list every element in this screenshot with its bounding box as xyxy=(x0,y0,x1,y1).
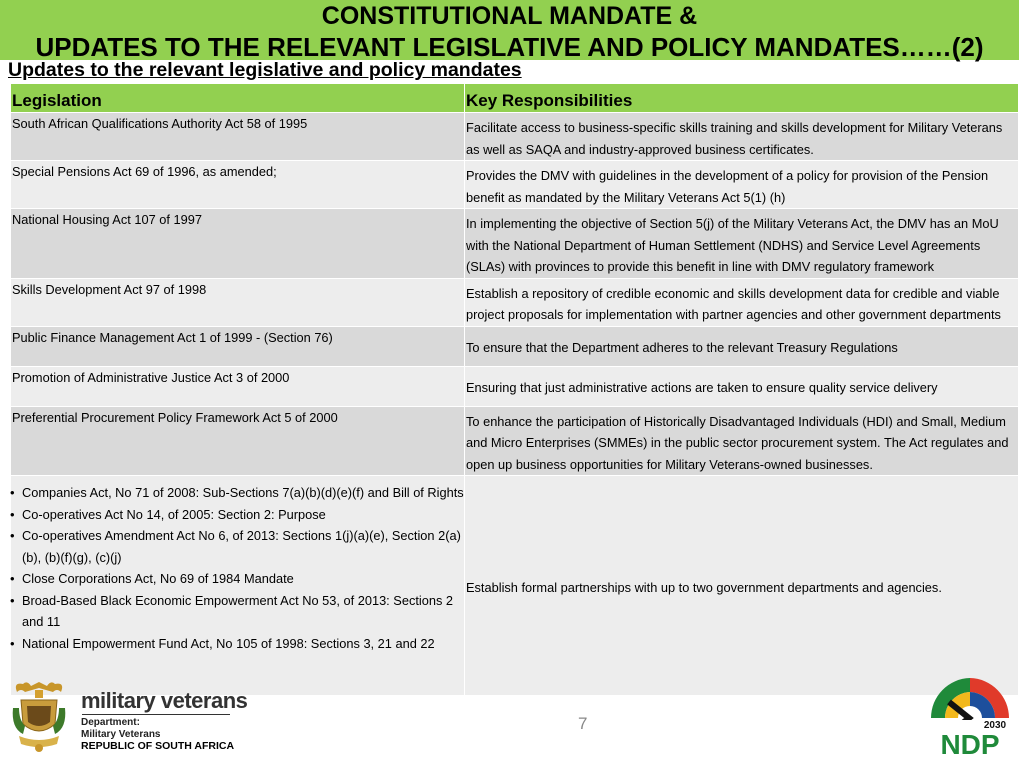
responsibility-cell: Facilitate access to business-specific skills training and skills development for Military Veterans as well as SAQA and industry-approved business certificates. xyxy=(465,113,1019,161)
responsibility-cell: Establish formal partnerships with up to two government departments and agencies. xyxy=(465,476,1019,696)
table-header-row xyxy=(11,84,1019,113)
ndp-year: 2030 xyxy=(983,720,1007,731)
coat-of-arms-icon xyxy=(9,678,69,756)
list-item: • Co-operatives Amendment Act No 6, of 2013: Sections 1(j)(a)(e), Section 2(a)(b), (b)(f)(g), (c)(j) xyxy=(12,525,464,568)
list-item: • Close Corporations Act, No 69 of 1984 Mandate xyxy=(12,568,464,590)
legislation-cell: Special Pensions Act 69 of 1996, as amended; xyxy=(11,161,465,209)
legislation-table xyxy=(10,83,1019,696)
page-number: 7 xyxy=(578,714,588,733)
legislation-cell xyxy=(11,476,465,696)
country-name: REPUBLIC OF SOUTH AFRICA xyxy=(81,740,235,752)
table-row xyxy=(11,476,1019,696)
header-key-responsibilities: Key Responsibilities xyxy=(465,84,1019,113)
table-row xyxy=(11,326,1019,366)
slide-title-line-2: UPDATES TO THE RELEVANT LEGISLATIVE AND POLICY MANDATES……(2) xyxy=(35,32,984,62)
header-legislation: Legislation xyxy=(11,84,465,113)
ndp-logo-icon xyxy=(925,676,1015,758)
table-row xyxy=(11,406,1019,476)
list-item: • Broad-Based Black Economic Empowerment Act No 53, of 2013: Sections 2 and 11 xyxy=(12,590,464,633)
table-row xyxy=(11,113,1019,161)
list-item: • National Empowerment Fund Act, No 105 of 1998: Sections 3, 21 and 22 xyxy=(12,633,464,655)
brand-name: military veterans xyxy=(81,688,248,713)
table-row xyxy=(11,209,1019,279)
slide-title-line-1: CONSTITUTIONAL MANDATE & xyxy=(321,2,698,30)
legislation-cell: Skills Development Act 97 of 1998 xyxy=(11,278,465,326)
table-row xyxy=(11,366,1019,406)
responsibility-cell: Provides the DMV with guidelines in the development of a policy for provision of the Pension benefit as mandated by the Military Veterans Act 5(1) (h) xyxy=(465,161,1019,209)
list-item: • Co-operatives Act No 14, of 2005: Section 2: Purpose xyxy=(12,504,464,526)
acts-list xyxy=(12,476,464,654)
ndp-text: NDP xyxy=(940,729,1000,758)
legislation-cell: Public Finance Management Act 1 of 1999 - (Section 76) xyxy=(11,326,465,366)
department-name: Military Veterans xyxy=(81,729,161,740)
table-row xyxy=(11,278,1019,326)
legislation-cell: Promotion of Administrative Justice Act 3 of 2000 xyxy=(11,366,465,406)
responsibility-cell: To enhance the participation of Historically Disadvantaged Individuals (HDI) and Small, Medium and Micro Enterprises (SMMEs) in the public sector procurement system. The Act regulates and open up business opportunities for Military Veterans-owned businesses. xyxy=(465,406,1019,476)
legislation-cell: Preferential Procurement Policy Framework Act 5 of 2000 xyxy=(11,406,465,476)
brand-divider xyxy=(82,714,230,715)
responsibility-cell: In implementing the objective of Section 5(j) of the Military Veterans Act, the DMV has an MoU with the National Department of Human Settlement (NDHS) and Service Level Agreements (SLAs) with provinces to provide this benefit in line with DMV regulatory framework xyxy=(465,209,1019,279)
responsibility-cell: Ensuring that just administrative actions are taken to ensure quality service delivery xyxy=(465,366,1019,406)
list-item: • Companies Act, No 71 of 2008: Sub-Sections 7(a)(b)(d)(e)(f) and Bill of Rights xyxy=(12,482,464,504)
responsibility-cell: Establish a repository of credible economic and skills development data for credible and viable project proposals for implementation with partner agencies and other government departments xyxy=(465,278,1019,326)
responsibility-cell: To ensure that the Department adheres to the relevant Treasury Regulations xyxy=(465,326,1019,366)
department-label: Department: xyxy=(81,717,140,728)
slide-subtitle: Updates to the relevant legislative and policy mandates xyxy=(8,59,522,81)
legislation-cell: South African Qualifications Authority Act 58 of 1995 xyxy=(11,113,465,161)
table-row xyxy=(11,161,1019,209)
legislation-cell: National Housing Act 107 of 1997 xyxy=(11,209,465,279)
